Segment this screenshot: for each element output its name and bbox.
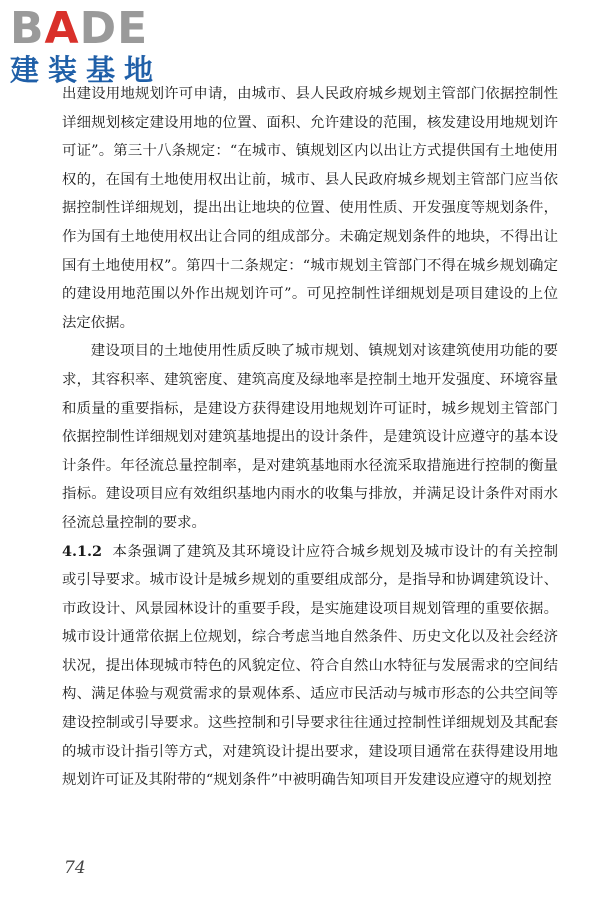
- clause-text: 本条强调了建筑及其环境设计应符合城乡规划及城市设计的有关控制或引导要求。城市设计是城乡规划的重要组成部分，是指导和协调建筑设计、市政设计、风景园林设计的重要手段，是实施建设项目规划管理的重要依据。城市设计通常依据上位规划，综合考虑当地自然条件、历史文化以及社会经济状况，提出体现城市特色的风貌定位、符合自然山水特征与发展需求的空间结构、满足体验与观赏需求的景观体系、适应市民活动与城市形态的公共空间等建设控制或引导要求。这些控制和引导要求往往通过控制性详细规划及其配套的城市设计指引等方式，对建筑设计提出要求，建设项目通常在获得建设用地规划许可证及其附带的“规划条件”中被明确告知项目开发建设应遵守的规划控: [62, 543, 558, 789]
- paragraph-continuation: 出建设用地规划许可申请，由城市、县人民政府城乡规划主管部门依据控制性详细规划核定建设用地的位置、面积、允许建设的范围，核发建设用地规划许可证”。第三十八条规定：“在城市、镇规划区内以出让方式提供国有土地使用权的，在国有土地使用权出让前，城市、县人民政府城乡规划主管部门应当依据控制性详细规划，提出出让地块的位置、使用性质、开发强度等规划条件，作为国有土地使用权出让合同的组成部分。未确定规划条件的地块，不得出让国有土地使用权”。第四十二条规定：“城市规划主管部门不得在城乡规划确定的建设用地范围以外作出规划许可”。可见控制性详细规划是项目建设的上位法定依据。: [62, 86, 558, 331]
- logo-wordmark: [10, 3, 180, 54]
- clause-4-1-2: [62, 538, 558, 795]
- logo-subtitle: 建装基地: [10, 53, 163, 87]
- paragraph-land-use: 建设项目的土地使用性质反映了城市规划、镇规划对该建筑使用功能的要求，其容积率、建筑密度、建筑高度及绿地率是控制土地开发强度、环境容量和质量的重要指标，是建设方获得建设用地规划许可证时，城乡规划主管部门依据控制性详细规划对建筑基地提出的设计条件，是建筑设计应遵守的基本设计条件。年径流总量控制率，是对建筑基地雨水径流采取措施进行控制的衡量指标。建设项目应有效组织基地内雨水的收集与排放，并满足设计条件对雨水径流总量控制的要求。: [62, 343, 558, 531]
- logo-letter-a: A: [44, 3, 80, 54]
- page-number: 74: [64, 858, 86, 878]
- brand-logo: [10, 3, 180, 87]
- clause-number: 4.1.2: [62, 542, 103, 560]
- logo-letter-b: B: [10, 3, 45, 54]
- logo-letters-de: DE: [79, 3, 149, 54]
- document-body: [62, 80, 558, 795]
